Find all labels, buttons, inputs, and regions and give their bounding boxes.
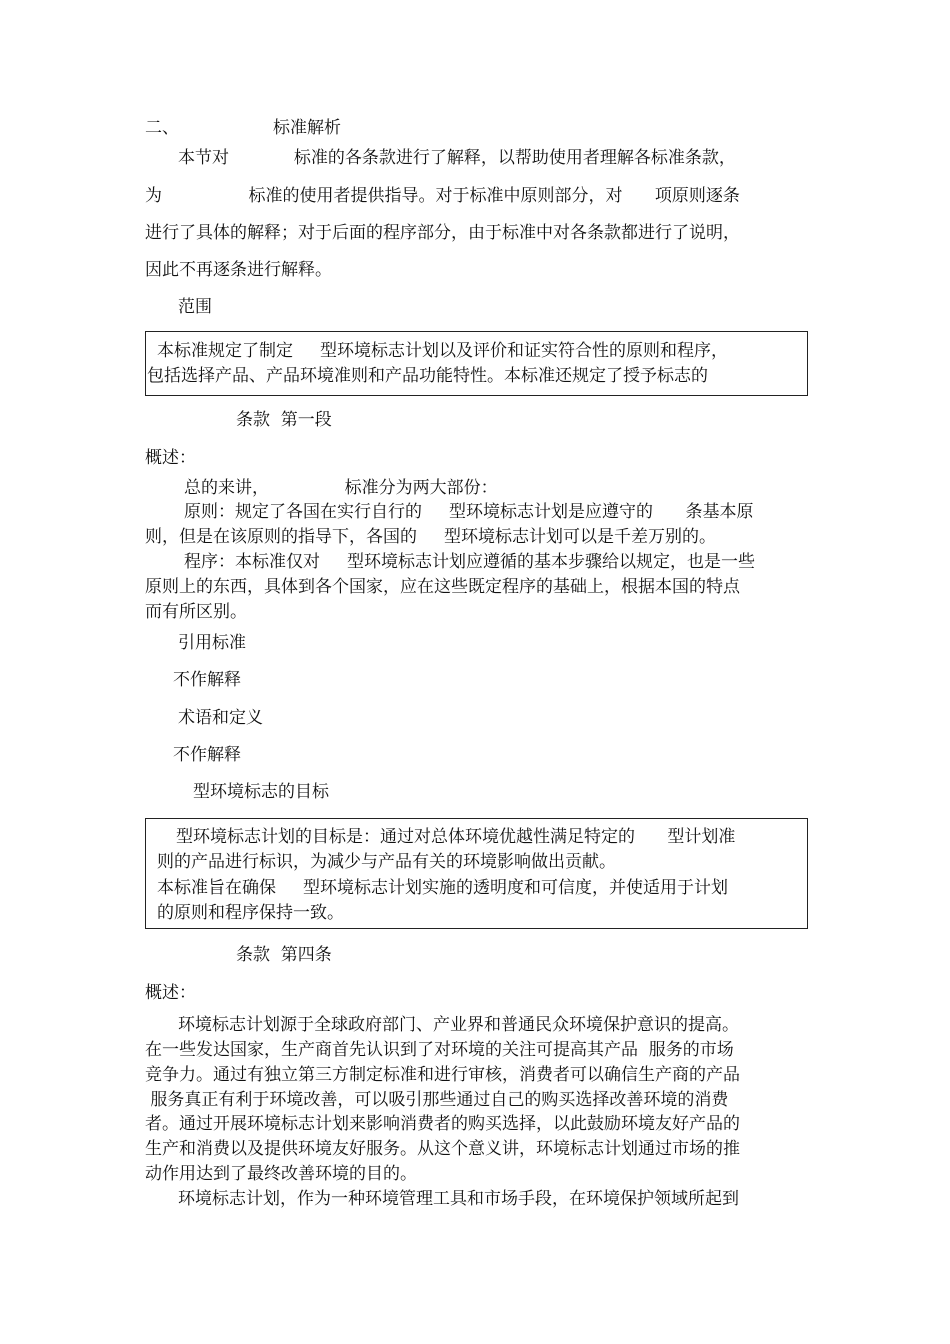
overview4-label: 概述： [145, 983, 196, 1003]
intro-line-3: 进行了具体的解释；对于后面的程序部分，由于标准中对各条款都进行了说明， [145, 223, 740, 243]
refs-heading: 引用标准 [178, 633, 246, 653]
overview1-line-2: 原则：规定了各国在实行自行的 型环境标志计划是应遵守的 条基本原 [184, 502, 754, 522]
overview4-line-5: 者。通过开展环境标志计划来影响消费者的购买选择，以此鼓励环境友好产品的 [145, 1114, 740, 1134]
clause4-heading: 条款 第四条 [236, 945, 332, 965]
intro-line-1: 本节对 标准的各条款进行了解释，以帮助使用者理解各标准条款， [178, 148, 736, 168]
box1-line-1: 本标准规定了制定 型环境标志计划以及评价和证实符合性的原则和程序， [157, 341, 729, 361]
box2-line-2: 则的产品进行标识，为减少与产品有关的环境影响做出贡献。 [157, 852, 616, 872]
box2-line-4: 的原则和程序保持一致。 [157, 903, 344, 923]
clause1-heading: 条款 第一段 [236, 410, 332, 430]
overview1-line-3: 则，但是在该原则的指导下，各国的 型环境标志计划可以是千差万别的。 [145, 527, 717, 547]
intro-line-2: 为 标准的使用者提供指导。对于标准中原则部分，对 项原则逐条 [145, 186, 740, 206]
box2-line-3: 本标准旨在确保 型环境标志计划实施的透明度和可信度，并使适用于计划 [157, 878, 729, 898]
overview4-line-8: 环境标志计划，作为一种环境管理工具和市场手段，在环境保护领域所起到 [178, 1189, 739, 1209]
overview4-line-6: 生产和消费以及提供环境友好服务。从这个意义讲，环境标志计划通过市场的推 [145, 1139, 740, 1159]
overview1-label: 概述： [145, 448, 196, 468]
box2-line-1: 型环境标志计划的目标是：通过对总体环境优越性满足特定的 型计划准 [176, 827, 736, 847]
refs-note: 不作解释 [173, 670, 241, 690]
terms-note: 不作解释 [173, 745, 241, 765]
goal-heading: 型环境标志的目标 [193, 782, 329, 802]
overview1-line-1: 总的来讲， 标准分为两大部份： [184, 478, 498, 498]
box1-line-2: 包括选择产品、产品环境准则和产品功能特性。本标准还规定了授予标志的 [147, 366, 708, 386]
section-title: 标准解析 [273, 118, 341, 138]
overview4-line-4: 服务真正有利于环境改善，可以吸引那些通过自己的购买选择改善环境的消费 [145, 1090, 729, 1110]
overview4-line-3: 竞争力。通过有独立第三方制定标准和进行审核，消费者可以确信生产商的产品 [145, 1065, 740, 1085]
overview4-line-2: 在一些发达国家，生产商首先认识到了对环境的关注可提高其产品 服务的市场 [145, 1040, 734, 1060]
overview1-line-4: 程序：本标准仅对 型环境标志计划应遵循的基本步骤给以规定，也是一些 [184, 552, 756, 572]
terms-heading: 术语和定义 [178, 708, 263, 728]
overview1-line-6: 而有所区别。 [145, 602, 247, 622]
scope-heading: 范围 [178, 297, 212, 317]
overview1-line-5: 原则上的东西，具体到各个国家，应在这些既定程序的基础上，根据本国的特点 [145, 577, 740, 597]
section-number: 二、 [145, 118, 179, 138]
overview4-line-1: 环境标志计划源于全球政府部门、产业界和普通民众环境保护意识的提高。 [178, 1015, 739, 1035]
intro-line-4: 因此不再逐条进行解释。 [145, 260, 332, 280]
overview4-line-7: 动作用达到了最终改善环境的目的。 [145, 1164, 417, 1184]
